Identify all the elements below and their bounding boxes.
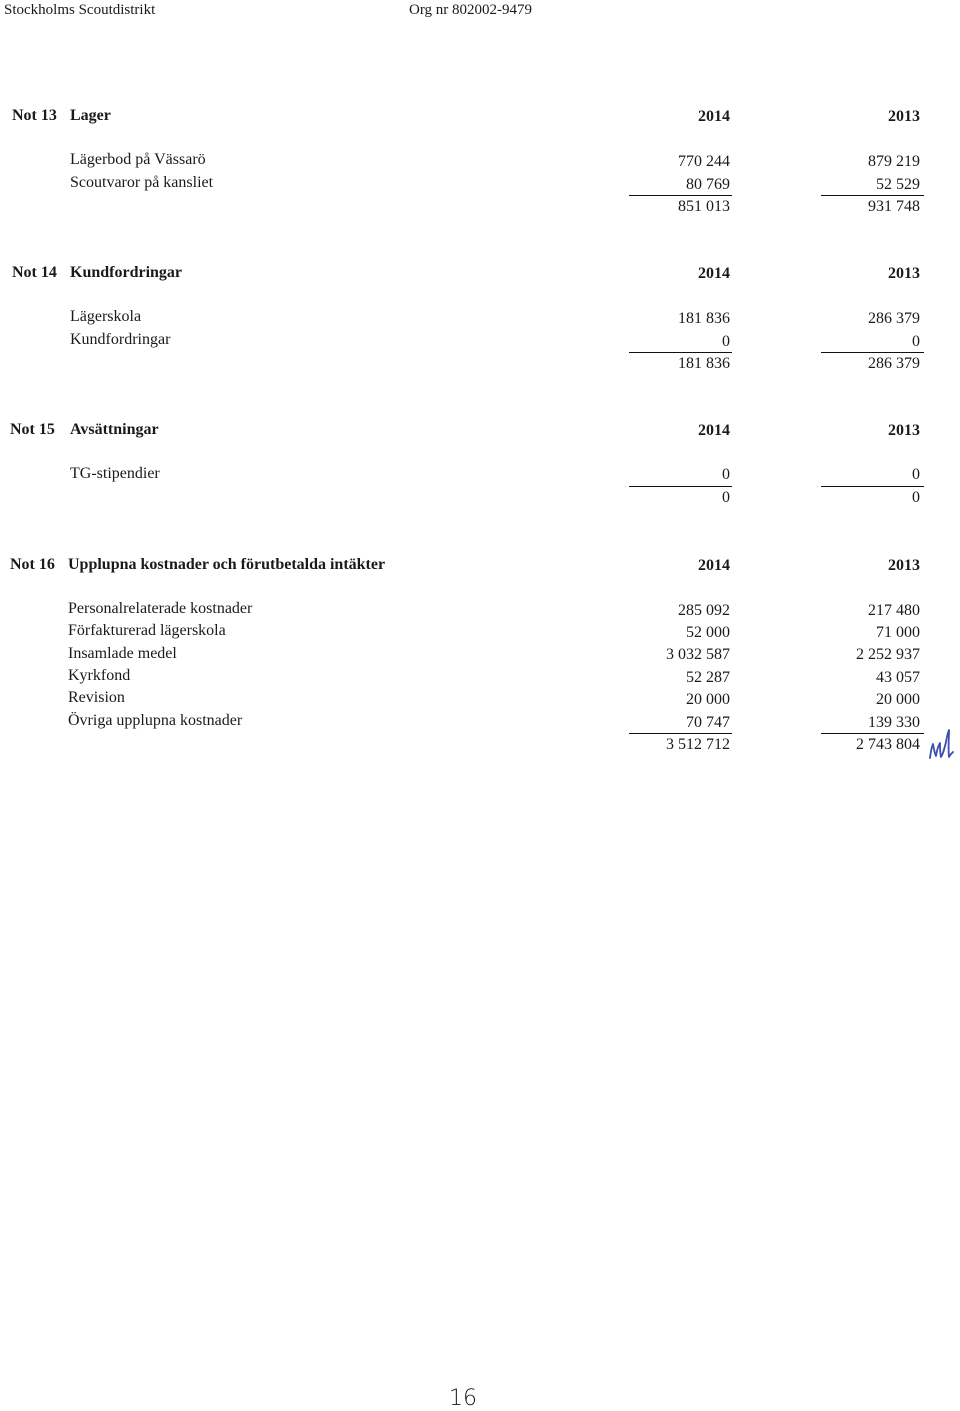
year-header-2014: 2014 xyxy=(698,108,730,125)
row-label: Kundfordringar xyxy=(70,331,171,348)
value-2014: 20 000 xyxy=(686,691,730,708)
total-2014: 3 512 712 xyxy=(666,736,730,753)
note-title: Lager xyxy=(70,107,111,124)
sum-rule xyxy=(629,486,732,487)
note-number: Not 13 xyxy=(12,107,57,124)
value-2013: 43 057 xyxy=(876,669,920,686)
value-2013: 0 xyxy=(912,466,920,483)
total-2013: 2 743 804 xyxy=(856,736,920,753)
value-2014: 285 092 xyxy=(678,602,730,619)
value-2013: 0 xyxy=(912,333,920,350)
row-label: Förfakturerad lägerskola xyxy=(68,622,226,639)
row-label: Personalrelaterade kostnader xyxy=(68,600,253,617)
value-2014: 3 032 587 xyxy=(666,646,730,663)
row-label: Övriga upplupna kostnader xyxy=(68,712,243,729)
year-header-2013: 2013 xyxy=(888,557,920,574)
sum-rule xyxy=(629,195,732,196)
value-2014: 181 836 xyxy=(678,310,730,327)
value-2013: 20 000 xyxy=(876,691,920,708)
value-2013: 217 480 xyxy=(868,602,920,619)
sum-rule xyxy=(629,733,732,734)
sum-rule xyxy=(821,195,924,196)
year-header-2013: 2013 xyxy=(888,108,920,125)
year-header-2014: 2014 xyxy=(698,557,730,574)
row-label: Lägerskola xyxy=(70,308,142,325)
row-label: Revision xyxy=(68,689,125,706)
value-2013: 139 330 xyxy=(868,714,920,731)
handwritten-initials xyxy=(928,728,954,762)
organization-number: Org nr 802002-9479 xyxy=(409,2,533,18)
sum-rule xyxy=(821,352,924,353)
row-label: Kyrkfond xyxy=(68,667,131,684)
note-title: Avsättningar xyxy=(70,421,159,438)
value-2014: 52 287 xyxy=(686,669,730,686)
note-number: Not 14 xyxy=(12,264,57,281)
value-2013: 71 000 xyxy=(876,624,920,641)
row-label: Insamlade medel xyxy=(68,645,177,662)
sum-rule xyxy=(821,486,924,487)
sum-rule xyxy=(629,352,732,353)
row-label: Lägerbod på Vässarö xyxy=(70,151,206,168)
year-header-2013: 2013 xyxy=(888,422,920,439)
row-label: TG-stipendier xyxy=(70,465,160,482)
total-2013: 286 379 xyxy=(868,355,920,372)
total-2013: 0 xyxy=(912,489,920,506)
value-2014: 80 769 xyxy=(686,176,730,193)
total-2014: 0 xyxy=(722,489,730,506)
value-2014: 770 244 xyxy=(678,153,730,170)
note-title: Upplupna kostnader och förutbetalda intäkter xyxy=(68,556,386,573)
total-2013: 931 748 xyxy=(868,198,920,215)
value-2013: 879 219 xyxy=(868,153,920,170)
total-2014: 851 013 xyxy=(678,198,730,215)
year-header-2013: 2013 xyxy=(888,265,920,282)
year-header-2014: 2014 xyxy=(698,422,730,439)
value-2014: 0 xyxy=(722,466,730,483)
value-2014: 52 000 xyxy=(686,624,730,641)
value-2013: 286 379 xyxy=(868,310,920,327)
organization-name: Stockholms Scoutdistrikt xyxy=(4,2,156,18)
note-title: Kundfordringar xyxy=(70,264,183,281)
note-number: Not 16 xyxy=(10,556,55,573)
value-2013: 2 252 937 xyxy=(856,646,920,663)
value-2013: 52 529 xyxy=(876,176,920,193)
value-2014: 0 xyxy=(722,333,730,350)
year-header-2014: 2014 xyxy=(698,265,730,282)
page-number: 16 xyxy=(449,1386,477,1411)
sum-rule xyxy=(821,733,924,734)
row-label: Scoutvaror på kansliet xyxy=(70,174,214,191)
value-2014: 70 747 xyxy=(686,714,730,731)
total-2014: 181 836 xyxy=(678,355,730,372)
note-number: Not 15 xyxy=(10,421,55,438)
